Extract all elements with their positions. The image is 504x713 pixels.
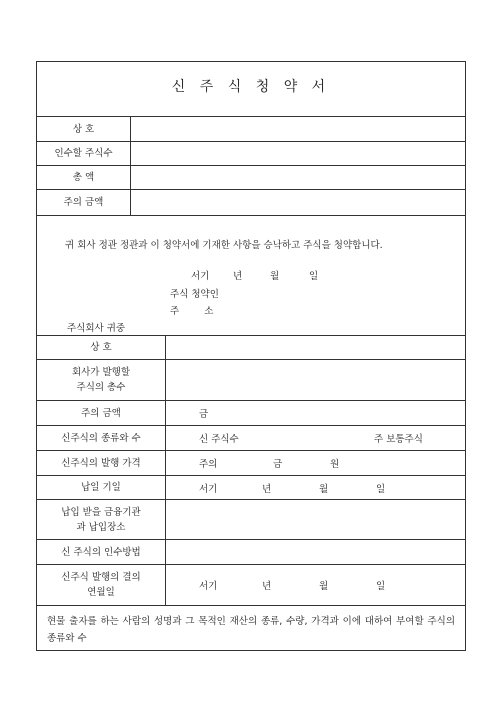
- date-year: 년: [233, 271, 243, 282]
- row-value: 주의: [199, 459, 218, 470]
- row-value: 월: [319, 484, 329, 495]
- addressee: 주식회사 귀중: [67, 323, 126, 334]
- row-label: 상 호: [90, 342, 112, 353]
- row-label: 신주식의 발행 가격: [61, 457, 141, 469]
- divider: [37, 605, 465, 606]
- top-row-label: 총 액: [72, 172, 95, 183]
- row-label: 납일 기일: [81, 482, 121, 493]
- row-value: 원: [330, 459, 340, 470]
- row-label: 납입 받을 금융기관 과 납입장소: [61, 506, 141, 533]
- subscription-form: [36, 61, 466, 651]
- row-value: 주 보통주식: [374, 434, 423, 445]
- footer-text: 현물 출자를 하는 사람의 성명과 그 목적인 재산의 종류, 수량, 가격과 이에 대하여 부여할 주식의 종류와 수: [47, 616, 455, 644]
- row-value: 월: [319, 581, 329, 592]
- row-value: 신 주식수: [199, 434, 239, 445]
- date-month: 월: [270, 271, 280, 282]
- date-day: 일: [309, 271, 319, 282]
- form-title: 신 주 식 청 약 서: [171, 79, 331, 95]
- top-row-label: 상 호: [72, 123, 95, 135]
- divider: [130, 116, 131, 215]
- row-label: 주의 금액: [81, 407, 121, 419]
- statement-text: 귀 회사 정관 정관과 이 청약서에 기재한 사항을 승낙하고 주식을 청약합니다.: [65, 240, 383, 251]
- row-value: 일: [376, 581, 386, 592]
- top-row-label: 주의 금액: [63, 197, 104, 208]
- row-label: 신주식 발행의 결의 연월일: [61, 572, 141, 598]
- row-value: 금: [199, 409, 209, 420]
- subscriber-label: 주식 청약인: [170, 289, 219, 300]
- row-label: 신 주식의 인수방법: [61, 546, 141, 558]
- top-row-label: 인수할 주식수: [54, 148, 113, 159]
- row-value: 년: [262, 581, 272, 592]
- divider: [165, 335, 166, 605]
- address-label: 주 소: [170, 306, 214, 317]
- row-label: 신주식의 종류와 수: [61, 432, 141, 444]
- row-label: 회사가 발행할 주식의 총수: [71, 367, 131, 393]
- row-value: 서기: [199, 484, 218, 495]
- row-value: 일: [376, 484, 386, 495]
- divider: [37, 215, 465, 216]
- row-value: 년: [262, 484, 272, 495]
- row-value: 금: [273, 459, 283, 470]
- row-value: 서기: [199, 581, 218, 592]
- date-prefix: 서기: [191, 271, 210, 282]
